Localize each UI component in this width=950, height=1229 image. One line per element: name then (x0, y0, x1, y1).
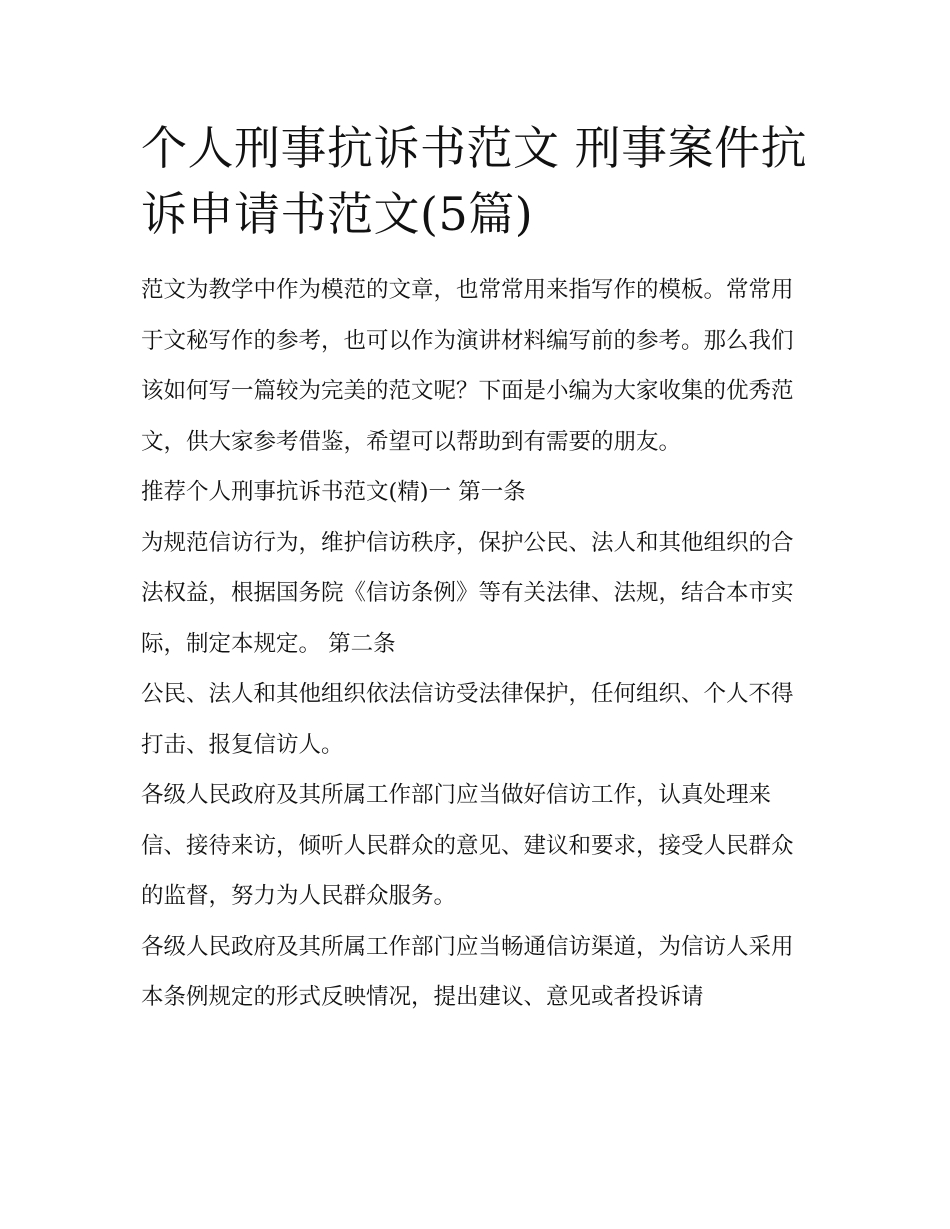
body-paragraph-4: 各级人民政府及其所属工作部门应当畅通信访渠道，为信访人采用本条例规定的形式反映情况，提出建议、意见或者投诉请 (141, 933, 794, 1010)
document-body (141, 115, 813, 1023)
document-title: 个人刑事抗诉书范文 刑事案件抗诉申请书范文(5篇) (141, 121, 808, 241)
body-paragraph-3: 各级人民政府及其所属工作部门应当做好信访工作，认真处理来信、接待来访，倾听人民群众的意见、建议和要求，接受人民群众的监督，努力为人民群众服务。 (141, 782, 794, 909)
section-heading: 推荐个人刑事抗诉书范文(精)一 第一条 (141, 479, 526, 505)
body-paragraph-1: 为规范信访行为，维护信访秩序，保护公民、法人和其他组织的合法权益，根据国务院《信访条例》等有关法律、法规，结合本市实际，制定本规定。 第二条 (141, 529, 794, 657)
intro-paragraph: 范文为教学中作为模范的文章，也常常用来指写作的模板。常常用于文秘写作的参考，也可以作为演讲材料编写前的参考。那么我们该如何写一篇较为完美的范文呢？下面是小编为大家收集的优秀范文，供大家参考借鉴，希望可以帮助到有需要的朋友。 (141, 277, 794, 455)
body-paragraph-2: 公民、法人和其他组织依法信访受法律保护，任何组织、个人不得打击、报复信访人。 (141, 681, 794, 758)
